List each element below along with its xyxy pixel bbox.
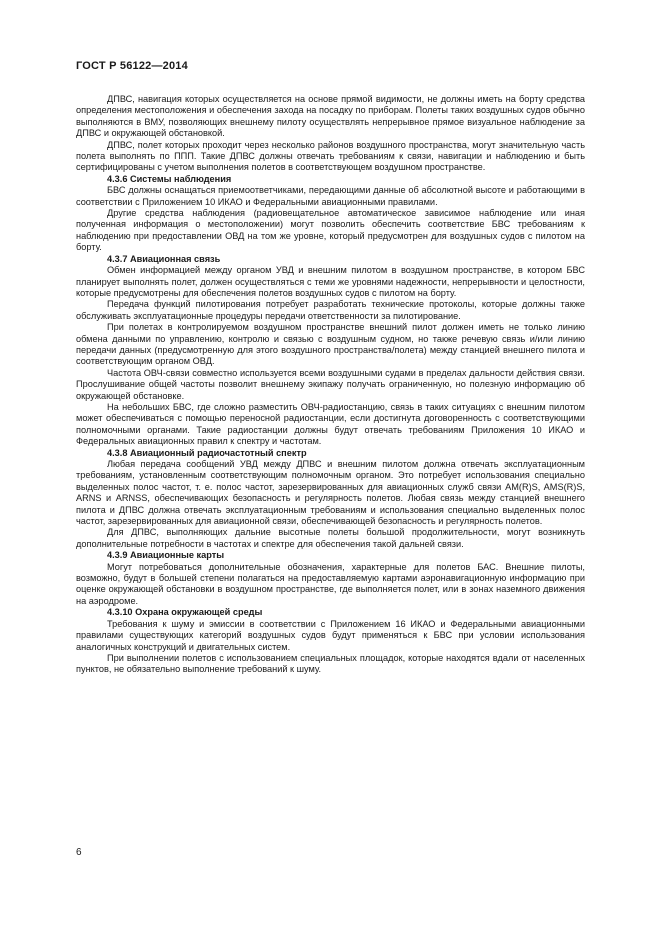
document-header: ГОСТ Р 56122—2014 [76, 60, 188, 72]
paragraph: Для ДПВС, выполняющих дальние высотные полеты большой продолжительности, могут возникнуть дополнительные потребности в частотах и спектре для обеспечения такой дальней связи. [76, 527, 585, 549]
paragraph: БВС должны оснащаться приемоответчиками, передающими данные об абсолютной высоте и работающими в соответствии с Приложением 10 ИКАО и Федеральными авиационными правилами. [76, 185, 585, 207]
section-heading-4-3-8: 4.3.8 Авиационный радиочастотный спектр [107, 447, 307, 458]
page-number: 6 [76, 847, 82, 858]
section-heading-4-3-9: 4.3.9 Авиационные карты [107, 550, 225, 561]
paragraph: Другие средства наблюдения (радиовещательное автоматическое зависимое наблюдение или иная полученная информация о местоположении) могут позволить обеспечить соответствие БВС требованиям к наблюдению при предоставлении ОВД на том же уровне, который предусмотрен для воздушных судов с пилотом на борту. [76, 208, 585, 253]
paragraph: Передача функций пилотирования потребует разработать технические протоколы, которые должны также обслуживать эксплуатационные процедуры передачи ответственности за пилотирование. [76, 299, 585, 321]
paragraph: Могут потребоваться дополнительные обозначения, характерные для полетов БАС. Внешние пилоты, возможно, будут в большей степени полагаться на предоставляемую картами аэронавигационную информацию при оценке окружающей обстановки в воздушном пространстве, где выполняется полет, или в зонах наземного движения на аэродроме. [76, 561, 585, 606]
document-body [76, 94, 585, 676]
paragraph: При полетах в контролируемом воздушном пространстве внешний пилот должен иметь не только линию обмена данными по управлению, контролю и связью с воздушным судном, но также речевую связь и/или линию передачи данных (предусмотренную для этого воздушного пространства/полета) между станцией внешнего пилота и соответствующим органом ОВД. [76, 322, 585, 367]
paragraph: Требования к шуму и эмиссии в соответствии с Приложением 16 ИКАО и Федеральными авиационными правилами существующих категорий воздушных судов будут применяться к БВС при условии использования аналогичных конструкций и двигательных систем. [76, 618, 585, 652]
paragraph: Обмен информацией между органом УВД и внешним пилотом в воздушном пространстве, в котором БВС планирует выполнять полет, должен осуществляться с теми же уровнями надежности, непрерывности и целостности, которые предусмотрены для обеспечения полетов воздушных судов с пилотом на борту. [76, 265, 585, 298]
paragraph: На небольших БВС, где сложно разместить ОВЧ-радиостанцию, связь в таких ситуациях с внешним пилотом может обеспечиваться с помощью переносной радиостанции, если достигнута договоренность с соответствующими полномочными органами. Такие радиостанции должны будут отвечать требованиям Приложения 10 ИКАО и Федеральных авиационных правил к спектру и частотам. [76, 401, 585, 447]
section-heading-4-3-10: 4.3.10 Охрана окружающей среды [107, 607, 263, 618]
paragraph: Любая передача сообщений УВД между ДПВС и внешним пилотом должна отвечать эксплуатационным требованиям, установленным соответствующим полномочным органом. Это потребует использования специально выделенных полос частот, т. е. полос частот, зарезервированных для авиационных служб связи AM(R)S, AMS(R)S, ARNS и ARNSS, обеспечивающих безопасность и регулярность полетов. Любая связь между станцией внешнего пилота и ДПВС должна отвечать эксплуатационным требованиям и использования специально выделенных полос частот, зарезервированных для авиационной связи, обеспечивающей безопасность и регулярность полетов. [76, 459, 585, 527]
paragraph: ДПВС, навигация которых осуществляется на основе прямой видимости, не должны иметь на борту средства определения местоположения и обеспечения захода на посадку по приборам. Полеты таких воздушных судов обычно выполняются в ВМУ, позволяющих внешнему пилоту осуществлять непрерывное прямое визуальное наблюдение за ДПВС и окружающей обстановкой. [76, 94, 585, 139]
section-heading-4-3-6: 4.3.6 Системы наблюдения [107, 173, 232, 184]
section-heading-4-3-7: 4.3.7 Авиационная связь [107, 253, 221, 264]
paragraph: При выполнении полетов с использованием специальных площадок, которые находятся вдали от населенных пунктов, не обязательно выполнение требований к шуму. [76, 652, 585, 675]
paragraph: Частота ОВЧ-связи совместно используется всеми воздушными судами в пределах дальности действия связи. Прослушивание общей частоты позволит внешнему экипажу получать ограниченную, но полезную информацию об окружающей обстановке. [76, 367, 585, 401]
paragraph: ДПВС, полет которых проходит через несколько районов воздушного пространства, могут значительную часть полета выполнять по ППП. Такие ДПВС должны отвечать требованиям к связи, навигации и наблюдению и быть сертифицированы с учетом выполнения полетов в соответствующем воздушном пространстве. [76, 139, 585, 173]
